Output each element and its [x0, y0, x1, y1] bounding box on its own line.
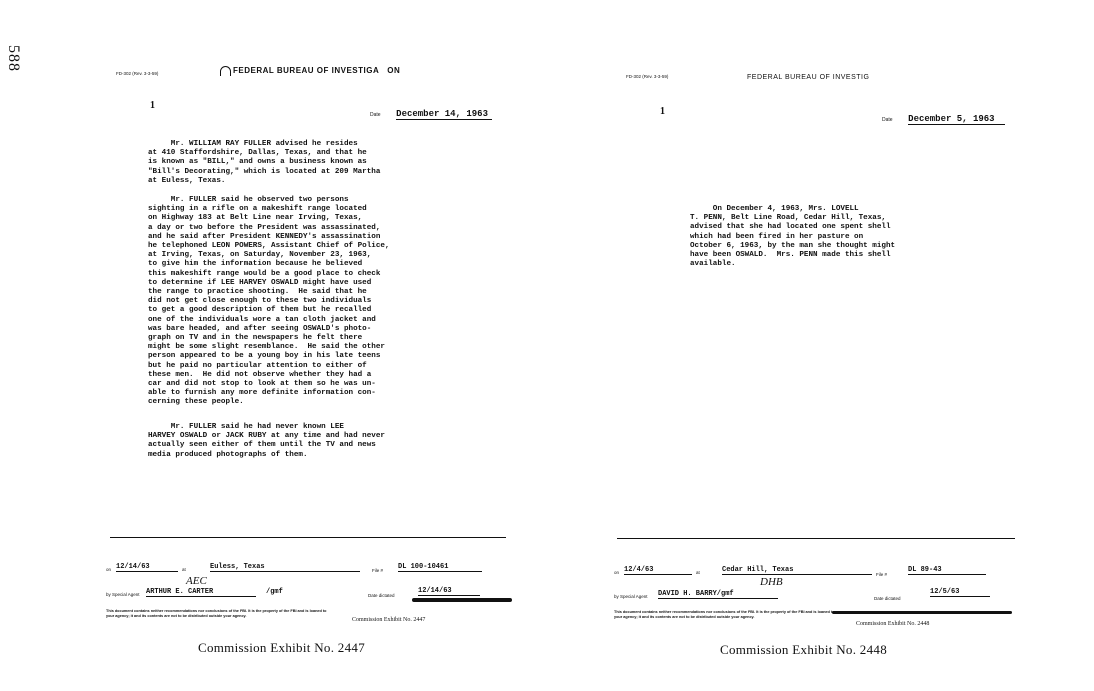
dictated-label: Date dictated [368, 593, 395, 598]
file-value: DL 100-10461 [398, 563, 482, 572]
agent-label: by Special Agent [614, 594, 648, 599]
form-number: FD-302 (Rev. 3-3-59) [116, 71, 159, 76]
paragraph-3: Mr. FULLER said he had never known LEE HARVEY OSWALD or JACK RUBY at any time and had never actually seen either of them until the TV and news media produced photographs of them. [148, 423, 385, 459]
file-label: File # [876, 572, 888, 577]
footer-row-2 [614, 590, 1014, 602]
handwritten-initials: DHB [760, 576, 783, 588]
agency-name: FEDERAL BUREAU OF INVESTIGA [233, 66, 380, 76]
date-value: December 14, 1963 [396, 109, 492, 120]
date-field [882, 108, 1005, 126]
agency-header [220, 66, 400, 76]
at-label: at [696, 570, 700, 575]
redaction-mark [412, 598, 512, 602]
disclaimer: This document contains neither recommendations nor conclusions of the FBI. It is the property of the FBI and is loaned to your agency; it and its contents are not to be distributed outside your agency. [106, 609, 327, 618]
agent-label: by Special Agent [106, 592, 140, 597]
agency-name: FEDERAL BUREAU OF INVESTIG [747, 74, 870, 81]
on-value: 12/14/63 [116, 563, 178, 572]
paragraph-1: Mr. WILLIAM RAY FULLER advised he resides at 410 Staffordshire, Dallas, Texas, and that he is known as "BILL," and owns a business known as "Bill's Decorating," which is located at 209 Martha at Euless, Texas. [148, 140, 381, 185]
disclaimer: This document contains neither recommendations nor conclusions of the FBI. It is the property of the FBI and is loaned to your agency; it and its contents are not to be distributed outside your agency. [614, 610, 835, 619]
serial-number: 1 [150, 100, 155, 111]
dictated-label: Date dictated [874, 596, 901, 601]
on-label: on [614, 570, 620, 575]
exhibit-caption: Commission Exhibit No. 2448 [720, 642, 888, 657]
agent-value: DAVID H. BARRY/gmf [658, 590, 778, 599]
handwritten-initials: AEC [186, 575, 207, 587]
paragraph-1: On December 4, 1963, Mrs. LOVELL T. PENN, Belt Line Road, Cedar Hill, Texas, advised that she had located one spent shell which had been fired in her pasture on October 6, 1963, by the man she thought might have been OSWALD. Mrs. PENN made this shell available. [690, 205, 896, 269]
on-value: 12/4/63 [624, 566, 692, 575]
file-label: File # [372, 568, 384, 573]
at-value: Euless, Texas [210, 563, 360, 572]
redaction-mark [832, 611, 1012, 614]
file-value: DL 89-43 [908, 566, 986, 575]
serial-number: 1 [660, 106, 665, 117]
agent-value: ARTHUR E. CARTER [146, 588, 256, 597]
exhibit-stamp: Commission Exhibit No. 2447 [352, 617, 426, 623]
volume-page-number: 588 [5, 45, 22, 72]
footer-row-1 [614, 566, 1014, 578]
agency-name-end: ON [387, 66, 401, 76]
at-label: at [182, 567, 186, 572]
form-number: FD-302 (Rev. 3-3-59) [626, 74, 669, 79]
agency-header [747, 74, 869, 81]
date-label: Date [882, 117, 893, 123]
typist-initials: /gmf [266, 588, 283, 596]
paragraph-2: Mr. FULLER said he observed two persons sighting in a rifle on a makeshift range located on Highway 183 at Belt Line near Irving, Texas, a day or two before the President was assassinated, and he said after President KENNEDY's assassination he telephoned LEON POWERS, Assistant Chief of Police, at Irving, Texas, on Saturday, November 23, 1963, to give him the information because he believed this makeshift range would be a good place to check to determine if LEE HARVEY OSWALD might have used the range to practice shooting. He said that he did not get close enough to these two individuals to get a good description of them but he recalled one of the individuals wore a tan cloth jacket and was bare headed, and after seeing OSWALD's photo- graph on TV and in the newspapers he felt there might be some slight resemblance. He said the other person appeared to be a young boy in his late teens but he paid no particular attention to either of these men. He did not observe whether they had a car and did not stop to look at them so he was un- able to furnish any more definite information con- cerning these people. [148, 196, 390, 407]
date-value: December 5, 1963 [908, 114, 1004, 125]
dictated-value: 12/5/63 [930, 588, 990, 597]
date-label: Date [370, 112, 381, 118]
date-field [370, 103, 492, 121]
footer-divider [110, 537, 506, 538]
exhibit-stamp: Commission Exhibit No. 2448 [856, 621, 930, 627]
dictated-value: 12/14/63 [418, 587, 480, 596]
fbi-seal-icon [220, 66, 231, 76]
footer-divider [617, 538, 1015, 539]
at-value: Cedar Hill, Texas [722, 566, 872, 575]
exhibit-caption: Commission Exhibit No. 2447 [198, 640, 366, 655]
footer-row-1 [106, 563, 516, 575]
on-label: on [106, 567, 112, 572]
